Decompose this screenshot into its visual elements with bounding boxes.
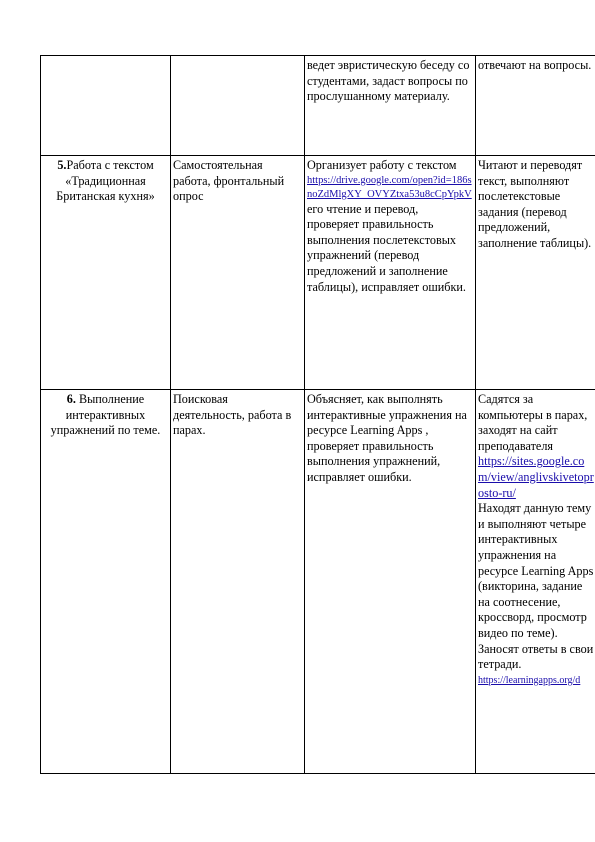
student-activity-cell — [476, 390, 595, 774]
teacher-activity-cell — [305, 56, 476, 156]
teacher-site-link[interactable]: https://sites.google.com/view/anglivskivetoprosto-ru/ — [478, 454, 594, 500]
teacher-activity-text: ведет эвристическую беседу со студентами, задаст вопросы по прослушанному материалу. — [307, 58, 470, 104]
stage-cell — [41, 390, 171, 774]
form-text: Поисковая деятельность, работа в парах. — [173, 392, 292, 438]
stage-text — [43, 158, 168, 205]
learningapps-link[interactable]: https://learningapps.org/d — [478, 674, 581, 686]
table-row — [41, 56, 595, 156]
teacher-activity-cell — [305, 156, 476, 390]
teacher-activity-text: Организует работу с текстом — [307, 158, 457, 172]
teacher-activity-text: Объясняет, как выполнять интерактивные упражнения на ресурсе Learning Apps , проверяет правильность выполнения упражнений, исправляет ошибки. — [307, 392, 467, 484]
student-activity-text-continued: Находят данную тему и выполняют четыре интерактивных упражнения на ресурсе Learning Apps (викторина, задание на соотнесение, кроссворд, просмотр видео по теме). Заносят ответы в свои тетради. — [478, 501, 594, 672]
table-row — [41, 156, 595, 390]
form-cell — [171, 156, 305, 390]
student-activity-cell — [476, 56, 595, 156]
student-activity-cell — [476, 156, 595, 390]
teacher-activity-text-continued: его чтение и перевод, проверяет правильность выполнения послетекстовых упражнений (перевод предложений и заполнение таблицы), исправляет ошибки. — [307, 201, 466, 294]
form-cell — [171, 56, 305, 156]
student-activity-text: Читают и переводят текст, выполняют послетекстовые задания (перевод предложений, заполнение таблицы). — [478, 158, 592, 250]
google-drive-link[interactable]: https://drive.google.com/open?id=186snoZdMlgXY_OVYZtxa53u8cCpYpkV — [307, 174, 472, 200]
stage-text — [43, 392, 168, 439]
stage-number: 6. — [66, 392, 76, 406]
stage-title: Работа с текстом «Традиционная Британская кухня» — [56, 158, 155, 204]
table-row — [41, 390, 595, 774]
form-cell — [171, 390, 305, 774]
lesson-plan-table — [40, 55, 595, 774]
student-activity-text: Садятся за компьютеры в парах, заходят на сайт преподавателя — [478, 392, 588, 453]
teacher-activity-cell — [305, 390, 476, 774]
stage-cell — [41, 56, 171, 156]
form-text: Самостоятельная работа, фронтальный опрос — [173, 158, 285, 204]
stage-number: 5. — [57, 158, 67, 172]
stage-cell — [41, 156, 171, 390]
stage-title: Выполнение интерактивных упражнений по теме. — [50, 392, 161, 438]
student-activity-text: отвечают на вопросы. — [478, 58, 592, 72]
